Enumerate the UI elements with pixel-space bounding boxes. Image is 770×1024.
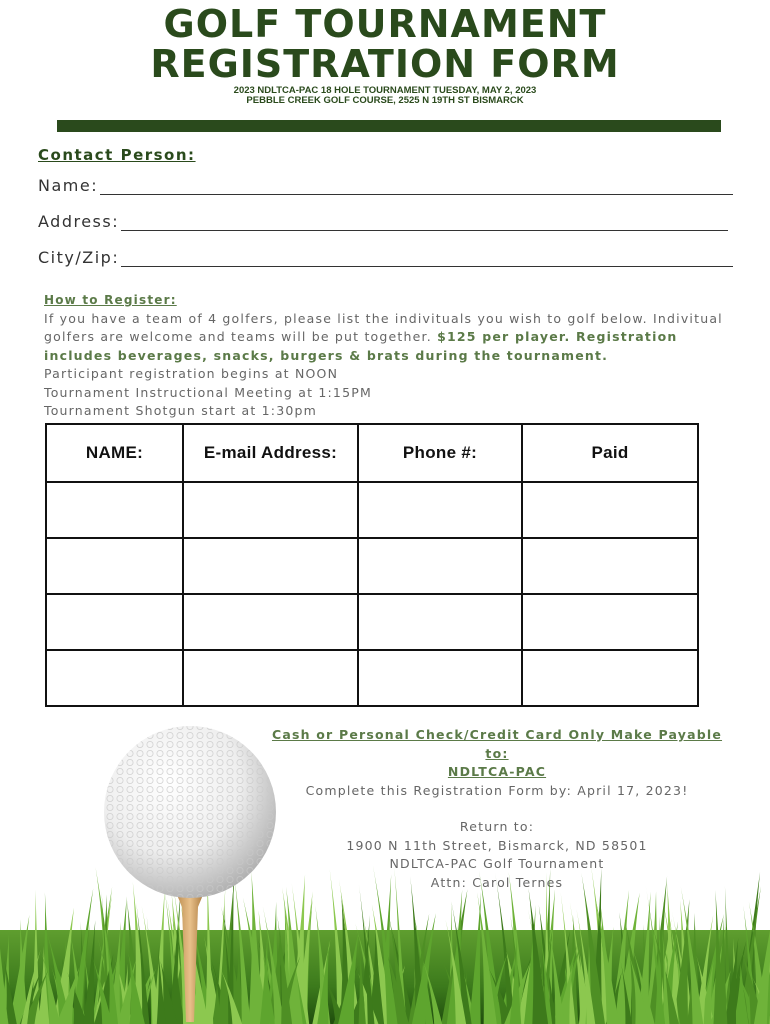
paid-cell[interactable]: [522, 650, 698, 706]
contact-heading: Contact Person:: [38, 146, 196, 164]
name-label: Name:: [38, 176, 99, 195]
name-cell[interactable]: [46, 650, 183, 706]
how-to-text: If you have a team of 4 golfers, please list the indivituals you wish to golf below. Indivitual golfers are welcome and teams will be put together.: [44, 310, 723, 344]
phone-cell[interactable]: [358, 538, 522, 594]
deadline: Complete this Registration Form by: April 17, 2023!: [305, 782, 689, 798]
return-attn: Attn: Carol Ternes: [430, 874, 564, 890]
table-row: [46, 482, 698, 538]
address-field[interactable]: [38, 212, 728, 231]
shotgun-time: Tournament Shotgun start at 1:30pm: [44, 403, 318, 418]
col-email-header: E-mail Address:: [183, 424, 358, 482]
price-info: $125 per player. Registration includes beverages, snacks, burgers & brats during the tournament.: [44, 329, 678, 363]
col-paid-header: Paid: [522, 424, 698, 482]
city-zip-line[interactable]: [121, 252, 733, 267]
subtitle-location: PEBBLE CREEK GOLF COURSE, 2525 N 19TH ST BISMARCK: [246, 95, 524, 106]
name-cell[interactable]: [46, 594, 183, 650]
name-field[interactable]: [38, 176, 733, 195]
email-cell[interactable]: [183, 538, 358, 594]
col-phone-header: Phone #:: [358, 424, 522, 482]
name-cell[interactable]: [46, 538, 183, 594]
how-to-description: [44, 310, 734, 366]
registration-table: [45, 423, 699, 707]
table-row: [46, 650, 698, 706]
email-cell[interactable]: [183, 482, 358, 538]
how-to-register: [44, 291, 734, 421]
paid-cell[interactable]: [522, 482, 698, 538]
email-cell[interactable]: [183, 594, 358, 650]
meeting-time: Tournament Instructional Meeting at 1:15PM: [44, 384, 372, 400]
paid-cell[interactable]: [522, 538, 698, 594]
phone-cell[interactable]: [358, 650, 522, 706]
return-to-label: Return to:: [459, 819, 535, 834]
payable-to-line: Cash or Personal Check/Credit Card Only Make Payable to:: [271, 727, 723, 761]
return-address: 1900 N 11th Street, Bismarck, ND 58501: [346, 837, 648, 853]
col-name-header: NAME:: [46, 424, 183, 482]
table-row: [46, 594, 698, 650]
address-label: Address:: [38, 212, 120, 231]
name-line[interactable]: [100, 180, 733, 195]
email-cell[interactable]: [183, 650, 358, 706]
paid-cell[interactable]: [522, 594, 698, 650]
how-to-heading: How to Register:: [44, 293, 177, 307]
subtitle-tournament-date: 2023 NDLTCA-PAC 18 HOLE TOURNAMENT TUESDAY, MAY 2, 2023: [233, 85, 537, 96]
title-line-2: REGISTRATION FORM: [150, 42, 620, 86]
golf-ball-on-tee-icon: [95, 722, 290, 1022]
phone-cell[interactable]: [358, 482, 522, 538]
name-cell[interactable]: [46, 482, 183, 538]
table-row: [46, 538, 698, 594]
spacer: [262, 800, 732, 818]
phone-cell[interactable]: [358, 594, 522, 650]
header-divider: [57, 120, 721, 132]
address-line[interactable]: [121, 216, 728, 231]
registration-time: Participant registration begins at NOON: [44, 366, 339, 381]
city-zip-field[interactable]: [38, 248, 733, 267]
title-line-1: GOLF TOURNAMENT: [163, 2, 607, 46]
city-zip-label: City/Zip:: [38, 248, 120, 267]
return-org: NDLTCA-PAC Golf Tournament: [389, 856, 605, 871]
payable-org: NDLTCA-PAC: [447, 764, 547, 779]
